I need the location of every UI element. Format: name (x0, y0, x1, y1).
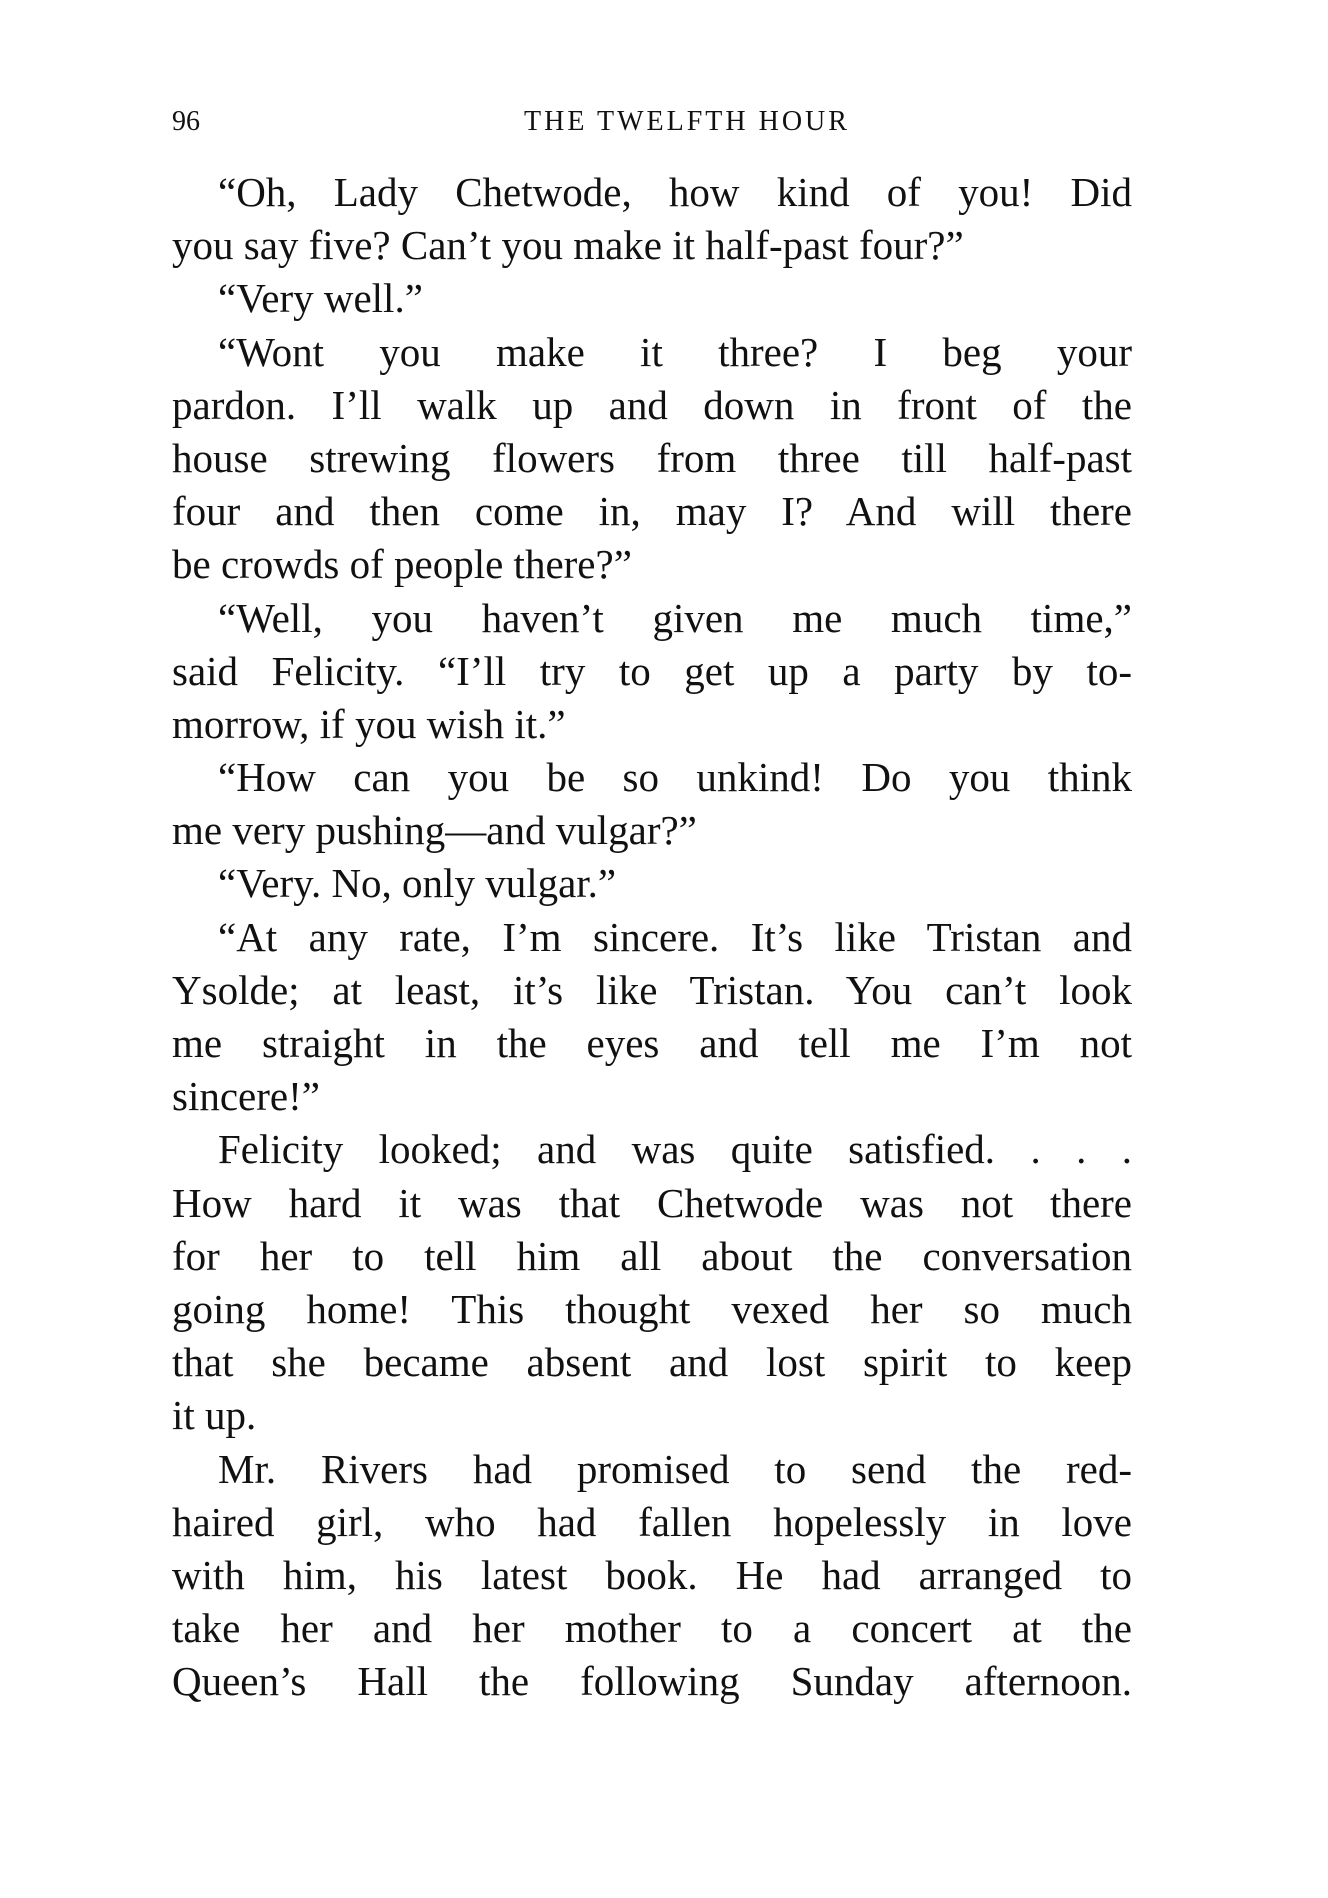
text-line: me straight in the eyes and tell me I’m not (172, 1020, 1132, 1066)
text-line: haired girl, who had fallen hopelessly in love (172, 1498, 1132, 1545)
text-line: “Well, you haven’t given me much time,” (218, 594, 1132, 641)
text-line: that she became absent and lost spirit to keep (172, 1339, 1132, 1386)
running-title: THE TWELFTH HOUR (524, 106, 850, 137)
text-line: “Oh, Lady Chetwode, how kind of you! Did (218, 169, 1132, 215)
text-line: be crowds of people there?” (172, 541, 632, 588)
text-line: Felicity looked; and was quite satisfied. . . . (218, 1126, 1132, 1173)
text-line: me very pushing—and vulgar?” (172, 807, 697, 854)
text-line: Queen’s Hall the following Sunday afternoon. (172, 1658, 1132, 1705)
body-text (172, 166, 1132, 1708)
text-line: it up. (172, 1392, 257, 1439)
text-line: Ysolde; at least, it’s like Tristan. You can’t look (172, 966, 1132, 1013)
page-number: 96 (172, 106, 200, 137)
text-line: “How can you be so unkind! Do you think (218, 754, 1132, 801)
text-line: How hard it was that Chetwode was not there (172, 1179, 1132, 1226)
text-line: “At any rate, I’m sincere. It’s like Tristan and (218, 913, 1132, 960)
text-line: “Wont you make it three? I beg your (218, 328, 1132, 375)
text-line: morrow, if you wish it.” (172, 700, 566, 747)
text-line: “Very. No, only vulgar.” (218, 860, 617, 907)
text-line: four and then come in, may I? And will there (172, 488, 1132, 535)
text-line: you say five? Can’t you make it half-past four?” (172, 222, 964, 269)
text-line: said Felicity. “I’ll try to get up a party by to- (172, 647, 1132, 694)
text-line: pardon. I’ll walk up and down in front of the (172, 381, 1132, 428)
text-line: sincere!” (172, 1073, 320, 1120)
text-line: for her to tell him all about the conversation (172, 1232, 1132, 1279)
running-head (172, 102, 1132, 142)
text-line: house strewing flowers from three till half-past (172, 434, 1132, 481)
text-line: going home! This thought vexed her so much (172, 1285, 1132, 1332)
text-line: Mr. Rivers had promised to send the red- (218, 1445, 1132, 1492)
text-line: take her and her mother to a concert at the (172, 1605, 1132, 1652)
text-line: with him, his latest book. He had arranged to (172, 1551, 1132, 1598)
text-line: “Very well.” (218, 275, 423, 322)
